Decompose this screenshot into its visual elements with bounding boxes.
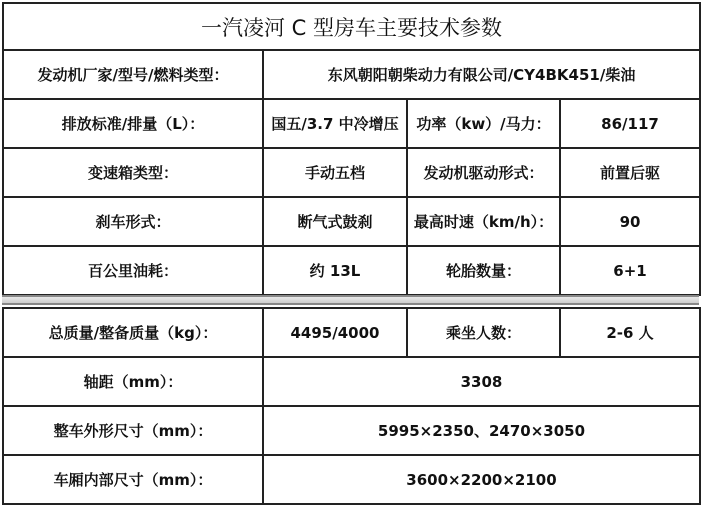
table-row — [3, 308, 700, 357]
wheelbase-label: 轴距（mm）： — [3, 357, 263, 406]
drive-label: 发动机驱动形式： — [407, 148, 560, 197]
table-row — [3, 357, 700, 406]
power-value: 86/117 — [560, 99, 700, 148]
table-row — [3, 197, 700, 246]
spec-table-bottom — [2, 307, 699, 505]
spec-table-top — [2, 2, 699, 296]
title-row — [3, 3, 700, 50]
table-row — [3, 455, 700, 504]
mass-value: 4495/4000 — [263, 308, 407, 357]
brake-label: 刹车形式： — [3, 197, 263, 246]
emission-value: 国五/3.7 中冷增压 — [263, 99, 407, 148]
speed-value: 90 — [560, 197, 700, 246]
interior-label: 车厢内部尺寸（mm）： — [3, 455, 263, 504]
table-row — [3, 406, 700, 455]
seats-label: 乘坐人数： — [407, 308, 560, 357]
gearbox-value: 手动五档 — [263, 148, 407, 197]
power-label: 功率（kw）/马力： — [407, 99, 560, 148]
seats-value: 2-6 人 — [560, 308, 700, 357]
exterior-label: 整车外形尺寸（mm）： — [3, 406, 263, 455]
table-row — [3, 50, 700, 99]
spec-table-2 — [2, 307, 701, 505]
engine-label: 发动机厂家/型号/燃料类型： — [3, 50, 263, 99]
spec-table-1 — [2, 2, 701, 296]
brake-value: 断气式鼓刹 — [263, 197, 407, 246]
speed-label: 最高时速（km/h）： — [407, 197, 560, 246]
emission-label: 排放标准/排量（L）： — [3, 99, 263, 148]
fuel-label: 百公里油耗： — [3, 246, 263, 295]
tires-value: 6+1 — [560, 246, 700, 295]
table-row — [3, 148, 700, 197]
exterior-value: 5995×2350、2470×3050 — [263, 406, 700, 455]
mass-label: 总质量/整备质量（kg）： — [3, 308, 263, 357]
fuel-value: 约 13L — [263, 246, 407, 295]
tires-label: 轮胎数量： — [407, 246, 560, 295]
table-row — [3, 99, 700, 148]
drive-value: 前置后驱 — [560, 148, 700, 197]
table-row — [3, 246, 700, 295]
section-divider — [2, 295, 699, 305]
gearbox-label: 变速箱类型： — [3, 148, 263, 197]
table-title: 一汽凌河 C 型房车主要技术参数 — [3, 3, 700, 50]
interior-value: 3600×2200×2100 — [263, 455, 700, 504]
engine-value: 东风朝阳朝柴动力有限公司/CY4BK451/柴油 — [263, 50, 700, 99]
wheelbase-value: 3308 — [263, 357, 700, 406]
